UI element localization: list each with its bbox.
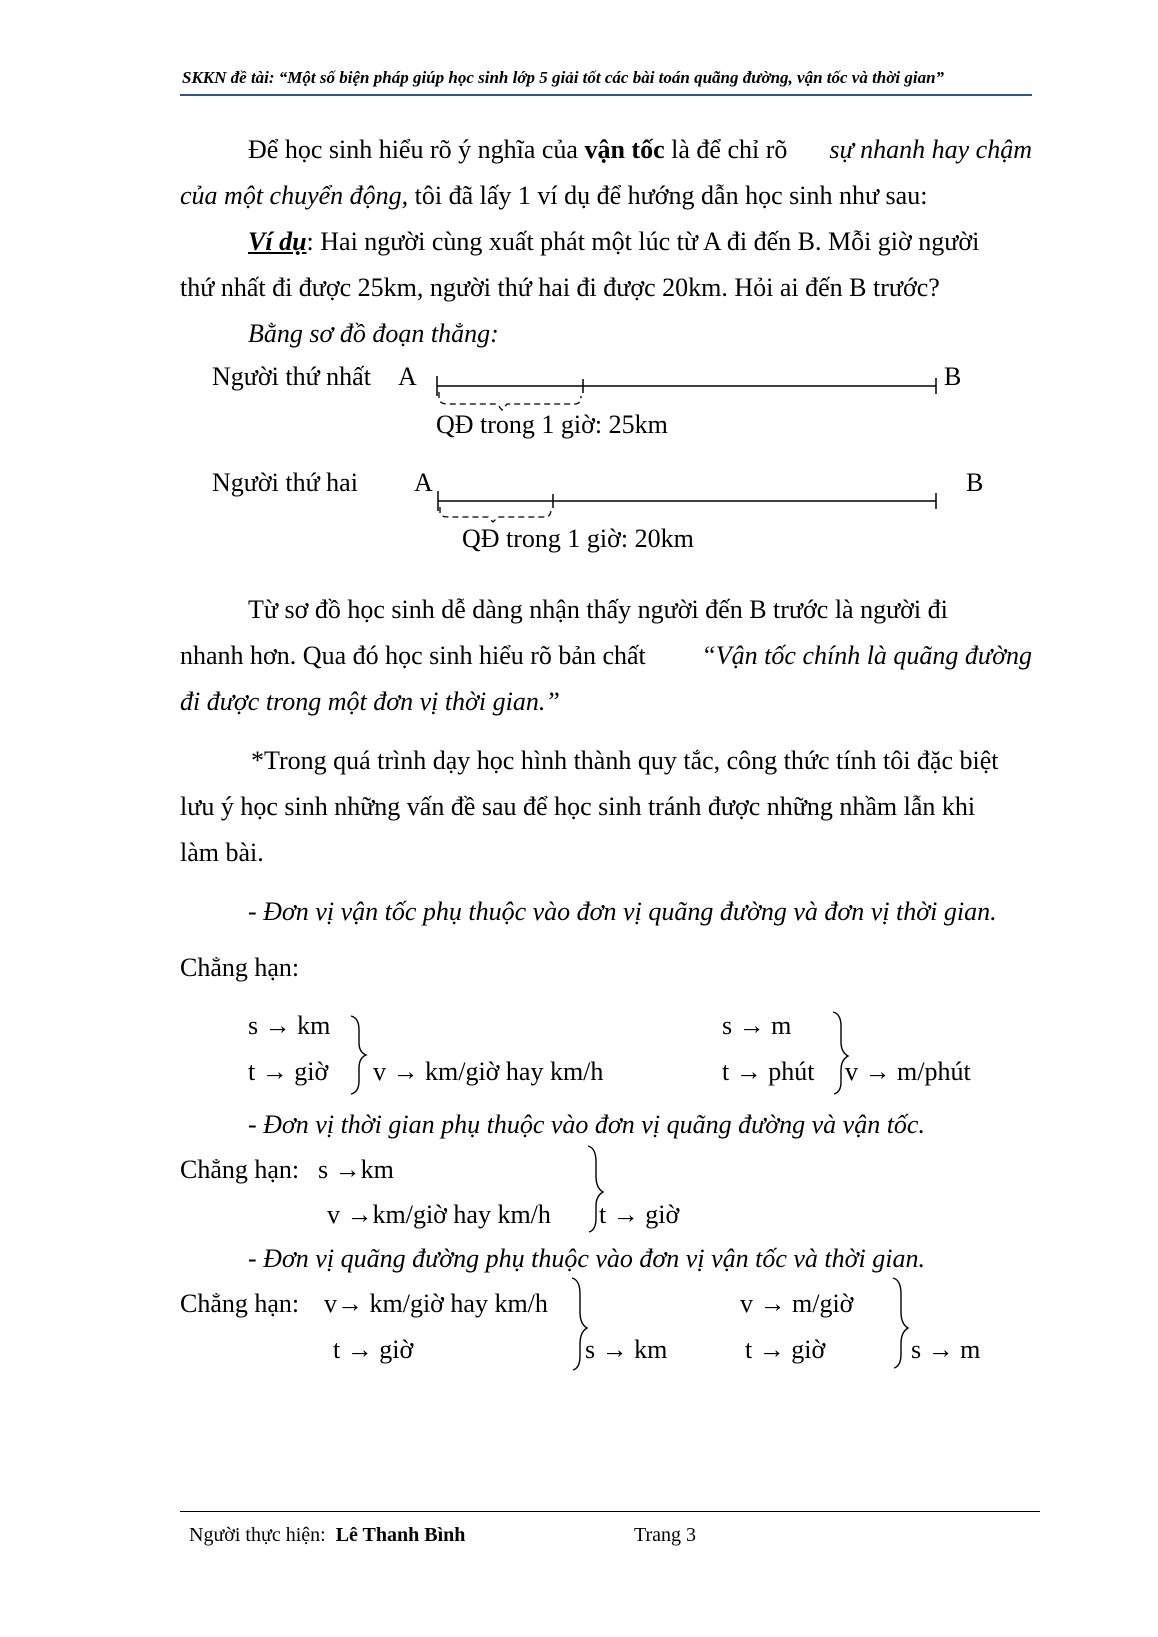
rule3-b-t: t → giờ — [745, 1335, 826, 1364]
segment-2 — [438, 491, 936, 511]
rule3-text: - Đơn vị quãng đường phụ thuộc vào đơn vị vận tốc và thời gian. — [248, 1244, 925, 1273]
rule3-a-s: s → km — [585, 1335, 668, 1364]
footer-author: Người thực hiện: Lê Thanh Bình — [189, 1524, 466, 1546]
conclusion-line-2: nhanh hơn. Qua đó học sinh hiểu rõ bản chất “Vận tốc chính là quãng đường — [180, 641, 1032, 670]
note-line-2: lưu ý học sinh những vấn đề sau để học sinh tránh được những nhầm lẫn khi — [180, 792, 976, 821]
person-2-end: B — [966, 468, 984, 497]
person-2-label: Người thứ hai — [212, 468, 358, 497]
example-line-2: thứ nhất đi được 25km, người thứ hai đi được 20km. Hỏi ai đến B trước? — [180, 273, 940, 302]
rule3-brace-b — [893, 1278, 908, 1368]
person-1-start: A — [398, 362, 417, 391]
rule1-a-s: s → km — [248, 1011, 331, 1040]
brace-2 — [440, 507, 551, 522]
rule1-b-t: t → phút — [722, 1057, 815, 1086]
footer-divider — [180, 1511, 1040, 1512]
rule2-s: s →km — [318, 1155, 394, 1184]
page-header: SKKN đề tài: “Một số biện pháp giúp học sinh lớp 5 giải tốt các bài toán quãng đường, vận tốc và thời gian” — [182, 68, 945, 87]
person-1-caption: QĐ trong 1 giờ: 25km — [436, 410, 668, 439]
rule1-a-v: v → km/giờ hay km/h — [373, 1057, 604, 1086]
rule3-b-s: s → m — [911, 1335, 981, 1364]
rule3-a-t: t → giờ — [333, 1335, 414, 1364]
example-line-1: Ví dụ: Hai người cùng xuất phát một lúc từ A đi đến B. Mỗi giờ người — [248, 227, 980, 256]
rule2-example-label: Chẳng hạn: — [180, 1155, 300, 1184]
person-1-end: B — [944, 362, 962, 391]
note-line-1: *Trong quá trình dạy học hình thành quy tắc, công thức tính tôi đặc biệt — [251, 746, 999, 775]
note-line-3: làm bài. — [180, 838, 264, 867]
page-number: Trang 3 — [634, 1524, 697, 1546]
conclusion-line-3: đi được trong một đơn vị thời gian.” — [180, 687, 560, 716]
rule2-t: t → giờ — [599, 1200, 680, 1229]
person-2-caption: QĐ trong 1 giờ: 20km — [462, 524, 694, 553]
rule1-a-t: t → giờ — [248, 1057, 329, 1086]
conclusion-line-1: Từ sơ đồ học sinh dễ dàng nhận thấy người đến B trước là người đi — [248, 595, 948, 624]
rule2-text: - Đơn vị thời gian phụ thuộc vào đơn vị quãng đường và vận tốc. — [248, 1110, 925, 1139]
rule1-text: - Đơn vị vận tốc phụ thuộc vào đơn vị quãng đường và đơn vị thời gian. — [248, 897, 997, 926]
rule1-b-s: s → m — [722, 1011, 792, 1040]
intro-line-1: Để học sinh hiểu rõ ý nghĩa của vận tốc là để chỉ rõ sự nhanh hay chậm — [248, 135, 1032, 164]
rule1-brace-a — [351, 1016, 366, 1094]
person-2-start: A — [414, 468, 433, 497]
rule1-b-v: v → m/phút — [845, 1057, 971, 1086]
person-1-label: Người thứ nhất — [212, 362, 371, 391]
segment-1 — [437, 376, 936, 396]
brace-1 — [439, 392, 581, 410]
rule3-example-label: Chẳng hạn: — [180, 1289, 300, 1318]
author-name: Lê Thanh Bình — [335, 1524, 466, 1546]
intro-line-2: của một chuyển động, tôi đã lấy 1 ví dụ để hướng dẫn học sinh như sau: — [180, 181, 928, 210]
rule2-v: v →km/giờ hay km/h — [327, 1200, 551, 1229]
example-label: Ví dụ — [248, 227, 307, 256]
rule1-example-label: Chẳng hạn: — [180, 953, 300, 982]
diagram-title: Bằng sơ đồ đoạn thẳng: — [248, 319, 499, 348]
rule3-a-v: v→ km/giờ hay km/h — [324, 1289, 548, 1318]
rule3-b-v: v → m/giờ — [740, 1289, 854, 1318]
